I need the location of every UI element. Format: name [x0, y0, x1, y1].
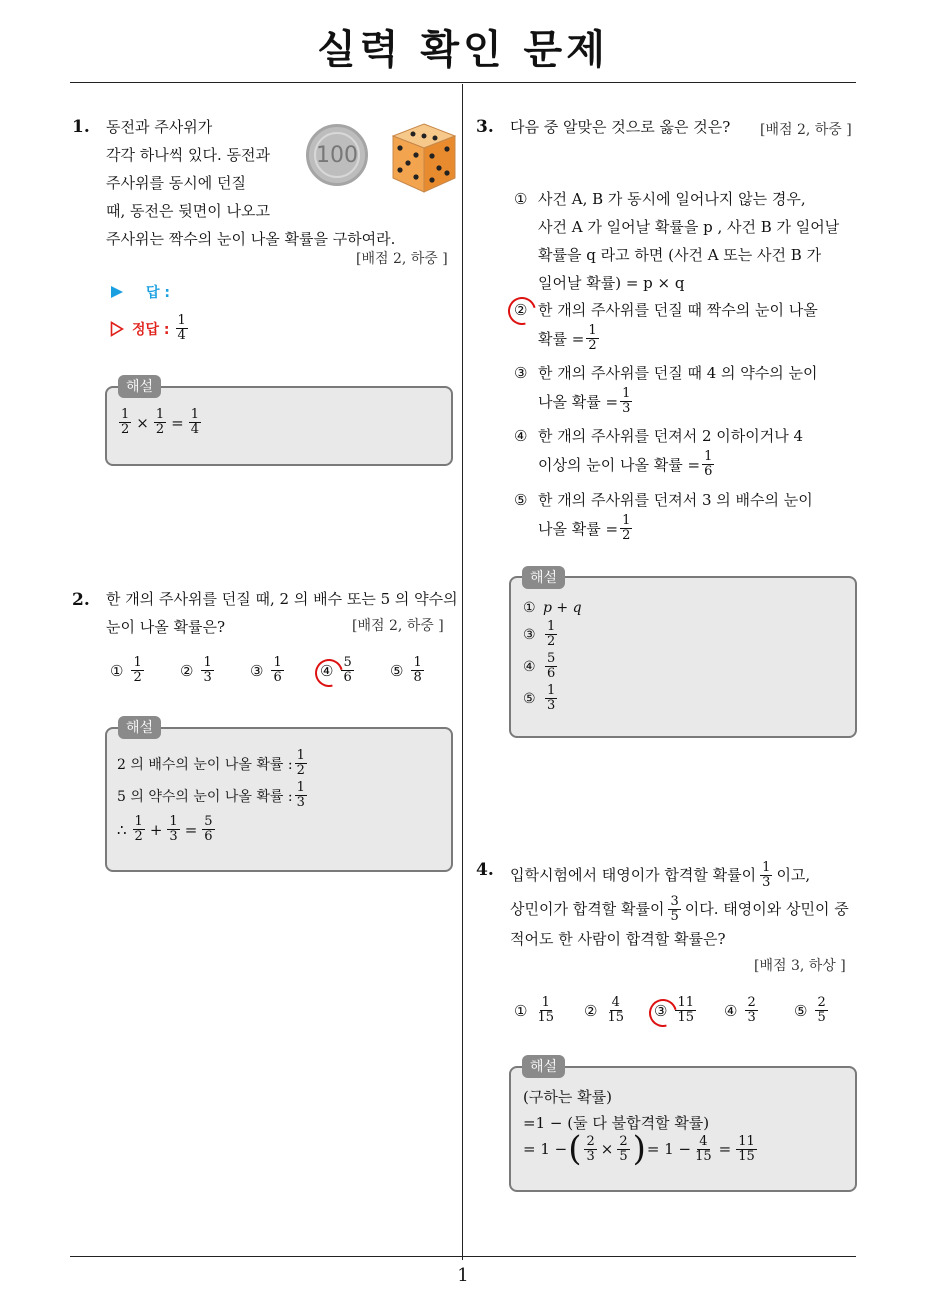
question-text: 이다. 태영이와 상민이 중	[684, 900, 849, 918]
q4-number: 4.	[476, 860, 494, 880]
question-text: 적어도 한 사람이 합격할 확률은?	[510, 930, 726, 948]
choice-mark: ④	[523, 658, 536, 675]
q2-choice-3[interactable]	[250, 656, 320, 685]
denominator: 2	[547, 634, 556, 649]
denominator: 5	[670, 908, 679, 924]
denominator: 8	[413, 670, 422, 685]
q3-choice-4[interactable]	[514, 422, 803, 479]
numerator: 2	[747, 995, 756, 1010]
solution-text: = 1 −	[646, 1140, 692, 1158]
fraction	[693, 1135, 714, 1164]
solution-text: =1 − (둘 다 불합격할 확률)	[523, 1114, 710, 1132]
operator: +	[149, 820, 163, 839]
fraction	[167, 815, 179, 844]
fraction	[584, 1135, 596, 1164]
operator: ×	[136, 413, 149, 432]
numerator: 2	[586, 1133, 595, 1149]
q1-line: 주사위를 동시에 던질	[106, 174, 246, 192]
denominator: 6	[343, 670, 352, 685]
equals: =	[171, 413, 184, 432]
denominator: 15	[738, 1148, 755, 1164]
numerator: 1	[273, 655, 282, 670]
solution-text: p + q	[543, 600, 582, 616]
q2-solution-tag: 해설	[118, 716, 161, 739]
numerator: 1	[121, 407, 130, 422]
choice-text: 나올 확률 =	[538, 519, 619, 538]
numerator: 1	[762, 859, 771, 875]
coin-icon	[306, 124, 368, 186]
numerator: 1	[190, 407, 199, 422]
numerator: 1	[169, 814, 178, 829]
choice-mark: ②	[180, 661, 194, 680]
q2-line: 눈이 나올 확률은?	[106, 618, 226, 636]
choice-text: 한 개의 주사위를 던져서 2 이하이거나 4	[538, 427, 804, 445]
fraction	[202, 815, 214, 844]
fraction	[545, 684, 557, 713]
denominator: 3	[296, 795, 305, 810]
choice-text: 사건 A 가 일어날 확률을 p , 사건 B 가 일어날	[538, 218, 840, 236]
choice-text: 한 개의 주사위를 던질 때 짝수의 눈이 나올	[538, 301, 818, 319]
q2-choice-1[interactable]	[110, 656, 180, 685]
choice-mark: ①	[110, 661, 124, 680]
left-paren: (	[568, 1129, 582, 1169]
fraction	[620, 514, 632, 543]
q4-solution-box	[509, 1066, 857, 1192]
numerator: 5	[204, 814, 213, 829]
denominator: 3	[203, 670, 212, 685]
q1-line: 때, 동전은 뒷면이 나오고	[106, 202, 270, 220]
choice-text: 일어날 확률) = p × q	[538, 274, 685, 292]
denominator: 6	[547, 666, 556, 681]
play-arrow-icon	[110, 285, 124, 299]
fraction	[133, 815, 145, 844]
fraction	[154, 408, 166, 437]
choice-text: 한 개의 주사위를 던져서 3 의 배수의 눈이	[538, 491, 813, 509]
numerator: 4	[699, 1133, 708, 1149]
q1-points: [배점 2, 하중 ]	[356, 251, 448, 267]
fraction	[586, 324, 598, 353]
numerator: 4	[611, 995, 620, 1010]
numerator: 1	[203, 655, 212, 670]
q4-choice-3[interactable]	[654, 996, 724, 1025]
choice-mark: ⑤	[390, 661, 404, 680]
q3-solution-line	[523, 600, 582, 616]
denominator: 3	[762, 874, 771, 890]
q2-solution-line	[117, 781, 309, 810]
fraction	[119, 408, 131, 437]
fraction	[760, 861, 772, 890]
numerator: 2	[619, 1133, 628, 1149]
numerator: 3	[670, 893, 679, 909]
denominator: 2	[296, 763, 305, 778]
numerator: 1	[622, 386, 631, 401]
choice-text: 확률을 q 라고 하면 (사건 A 또는 사건 B 가	[538, 246, 822, 264]
play-outline-icon	[110, 321, 124, 337]
q4-text	[510, 858, 849, 952]
choice-mark: ③	[654, 1001, 668, 1020]
q1-line: 주사위는 짝수의 눈이 나올 확률을 구하여라.	[106, 230, 396, 248]
q3-choice-3[interactable]	[514, 359, 818, 416]
denominator: 2	[134, 829, 143, 844]
numerator: 1	[296, 748, 305, 763]
choice-mark: ⑤	[523, 690, 536, 707]
fraction	[201, 656, 213, 685]
denominator: 2	[121, 422, 130, 437]
equals: =	[718, 1140, 732, 1158]
q3-points: [배점 2, 하중 ]	[760, 122, 852, 138]
numerator: 1	[177, 313, 186, 328]
question-text: 이고,	[776, 866, 811, 884]
fraction	[411, 656, 423, 685]
choice-mark: ②	[514, 301, 528, 319]
choice-mark: ⑤	[514, 491, 528, 509]
denominator: 6	[204, 829, 213, 844]
q1-line: 동전과 주사위가	[106, 118, 213, 136]
numerator: 11	[738, 1133, 755, 1149]
q2-solution-line	[117, 749, 309, 778]
title-divider	[70, 82, 856, 83]
choice-text: 나올 확률 =	[538, 392, 619, 411]
q2-number: 2.	[72, 590, 90, 610]
q4-choice-1[interactable]	[514, 996, 584, 1025]
page-title: 실력 확인 문제	[317, 27, 609, 73]
solution-text: 2 의 배수의 눈이 나올 확률 :	[117, 756, 293, 773]
choice-mark: ⑤	[794, 1001, 808, 1020]
q2-choice-5[interactable]	[390, 656, 460, 685]
q2-solution-line	[117, 815, 217, 844]
q3-choice-1[interactable]	[514, 185, 839, 297]
denominator: 2	[588, 338, 597, 353]
column-divider	[462, 84, 463, 1260]
choice-mark: ④	[724, 1001, 738, 1020]
q4-solution-tag: 해설	[522, 1055, 565, 1078]
fraction	[617, 1135, 629, 1164]
solution-text: = 1 −	[523, 1140, 568, 1158]
denominator: 6	[273, 670, 282, 685]
numerator: 1	[413, 655, 422, 670]
q3-solution-tag: 해설	[522, 566, 565, 589]
numerator: 1	[155, 407, 165, 422]
q4-choice-4[interactable]	[724, 996, 794, 1025]
solution-text: 5 의 약수의 눈이 나올 확률 :	[117, 788, 293, 805]
q3-question: 다음 중 알맞은 것으로 옳은 것은?	[510, 118, 731, 136]
choice-text: 사건 A, B 가 동시에 일어나지 않는 경우,	[538, 190, 806, 208]
denominator: 15	[607, 1010, 624, 1025]
q2-points: [배점 2, 하중 ]	[352, 618, 444, 634]
numerator: 1	[547, 619, 556, 634]
numerator: 1	[541, 995, 550, 1010]
fraction	[620, 387, 632, 416]
choice-mark: ①	[514, 1001, 528, 1020]
q2-choices	[110, 656, 460, 685]
numerator: 1	[622, 513, 631, 528]
numerator: 5	[547, 651, 556, 666]
operator: ×	[600, 1140, 614, 1158]
solution-text: (구하는 확률)	[523, 1088, 612, 1106]
fraction	[815, 996, 827, 1025]
numerator: 2	[817, 995, 826, 1010]
q1-solution-expr	[117, 408, 203, 437]
q1-line: 각각 하나씩 있다. 동전과	[106, 146, 270, 164]
denominator: 2	[155, 422, 165, 437]
choice-text: 확률 =	[538, 329, 585, 348]
numerator: 5	[343, 655, 352, 670]
q1-number: 1.	[72, 117, 90, 137]
fraction	[189, 408, 201, 437]
choice-mark: ③	[514, 364, 528, 382]
numerator: 1	[588, 323, 597, 338]
denominator: 3	[547, 698, 556, 713]
denominator: 15	[677, 1010, 694, 1025]
fraction	[131, 656, 143, 685]
page-number: 1	[457, 1265, 469, 1286]
denominator: 4	[177, 328, 186, 343]
q2-solution-box	[105, 727, 453, 872]
q3-solution-line	[523, 620, 559, 649]
denominator: 3	[747, 1010, 756, 1025]
fraction	[668, 895, 680, 924]
choice-mark: ③	[250, 661, 264, 680]
fraction	[702, 450, 714, 479]
denominator: 2	[622, 528, 631, 543]
fraction	[545, 620, 557, 649]
fraction	[295, 781, 307, 810]
numerator: 11	[677, 995, 694, 1010]
choice-mark: ③	[523, 626, 536, 643]
right-paren: )	[632, 1129, 646, 1169]
q4-choices	[514, 996, 864, 1025]
q3-solution-box	[509, 576, 857, 738]
fraction	[745, 996, 757, 1025]
numerator: 1	[704, 449, 713, 464]
q2-choice-4[interactable]	[320, 656, 390, 685]
denominator: 3	[169, 829, 178, 844]
q1-solution-tag: 해설	[118, 375, 161, 398]
denominator: 15	[695, 1148, 712, 1164]
fraction	[545, 652, 557, 681]
q1-answer-row	[110, 282, 170, 302]
q4-choice-5[interactable]	[794, 996, 864, 1025]
fraction	[605, 996, 626, 1025]
denominator: 4	[190, 422, 199, 437]
fraction	[535, 996, 556, 1025]
denominator: 5	[817, 1010, 826, 1025]
denominator: 15	[537, 1010, 554, 1025]
footer-divider	[70, 1256, 856, 1257]
q1-correct-row	[110, 314, 190, 343]
choice-mark: ①	[523, 600, 536, 616]
denominator: 6	[704, 464, 713, 479]
choice-mark: ④	[320, 661, 334, 680]
numerator: 1	[133, 655, 142, 670]
fraction	[295, 749, 307, 778]
fraction	[736, 1135, 757, 1164]
choice-mark: ④	[514, 427, 528, 445]
denominator: 3	[622, 401, 631, 416]
q1-answer-label: 답 :	[146, 285, 170, 301]
q3-solution-line	[523, 652, 559, 681]
q3-number: 3.	[476, 117, 494, 137]
q4-points: [배점 3, 하상 ]	[754, 958, 846, 974]
denominator: 5	[619, 1148, 628, 1164]
therefore-symbol: ∴	[117, 820, 127, 839]
question-text: 입학시험에서 태영이가 합격할 확률이	[510, 866, 757, 884]
question-text: 상민이가 합격할 확률이	[510, 900, 665, 918]
q2-choice-2[interactable]	[180, 656, 250, 685]
q1-solution-box	[105, 386, 453, 466]
q3-choice-2[interactable]	[514, 296, 818, 353]
choice-text: 이상의 눈이 나올 확률 =	[538, 455, 701, 474]
choice-mark: ①	[514, 190, 528, 208]
numerator: 1	[547, 683, 556, 698]
q4-choice-2[interactable]	[584, 996, 654, 1025]
choice-mark: ②	[584, 1001, 598, 1020]
denominator: 3	[586, 1148, 595, 1164]
denominator: 2	[133, 670, 142, 685]
dice-icon	[391, 122, 457, 194]
equals: =	[184, 820, 198, 839]
q1-correct-fraction	[176, 314, 188, 343]
q2-line: 한 개의 주사위를 던질 때, 2 의 배수 또는 5 의 약수의	[106, 590, 458, 608]
q4-solution-expr	[523, 1129, 759, 1169]
fraction	[675, 996, 696, 1025]
fraction	[271, 656, 283, 685]
q3-solution-line	[523, 684, 559, 713]
coin-label: 100	[314, 132, 360, 178]
numerator: 1	[296, 780, 305, 795]
q1-correct-label: 정답 :	[132, 321, 170, 338]
numerator: 1	[134, 814, 143, 829]
choice-text: 한 개의 주사위를 던질 때 4 의 약수의 눈이	[538, 364, 818, 382]
q3-choice-5[interactable]	[514, 486, 813, 543]
